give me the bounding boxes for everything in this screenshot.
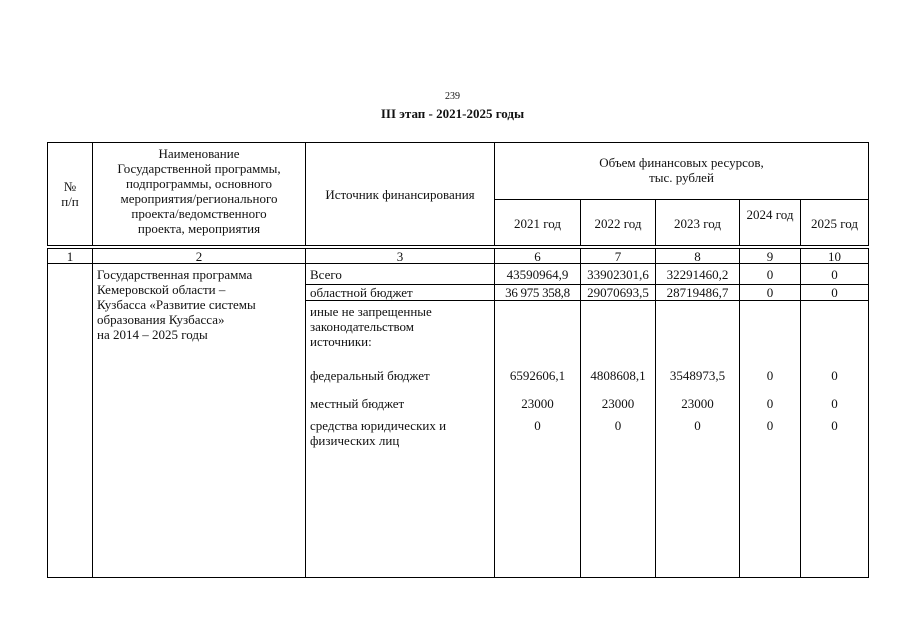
header-num: № п/п: [61, 179, 79, 209]
source-other: иные не запрещенные законодательством источники:: [310, 304, 432, 349]
value-cell: 29070693,5: [587, 285, 649, 300]
value-cell: 6592606,1: [509, 368, 566, 383]
value-cell: 4808608,1: [590, 368, 646, 383]
program-name: Государственная программа Кемеровской области – Кузбасса «Развитие системы образования Кузбасса» на 2014 – 2025 годы: [97, 267, 256, 342]
value-cell: 0: [766, 418, 774, 433]
value-cell: 0: [694, 418, 701, 433]
header-year-2021: 2021 год: [514, 216, 561, 231]
source-total: Всего: [310, 267, 342, 282]
header-year-2023: 2023 год: [674, 216, 721, 231]
source-legal-entities: средства юридических и физических лиц: [310, 418, 447, 448]
value-cell: 23000: [681, 396, 714, 411]
value-cell: 3548973,5: [669, 368, 726, 383]
header-year-2025: 2025 год: [811, 216, 858, 231]
value-cell: 32291460,2: [666, 267, 729, 282]
value-cell: 0: [831, 368, 838, 383]
value-cell: 0: [831, 267, 838, 282]
col-number: 7: [614, 249, 622, 264]
header-name: Наименование Государственной программы, подпрограммы, основного мероприятия/регионального проекта/ведомственного проекта, мероприятия: [117, 146, 281, 236]
col-number: 3: [396, 249, 404, 264]
value-cell: 0: [614, 418, 622, 433]
col-number: 9: [766, 249, 774, 264]
col-number: 8: [694, 249, 701, 264]
value-cell: 0: [766, 267, 774, 282]
value-cell: 0: [766, 396, 774, 411]
value-cell: 0: [766, 368, 774, 383]
source-federal: федеральный бюджет: [310, 368, 430, 383]
source-local: местный бюджет: [310, 396, 405, 411]
value-cell: 0: [831, 285, 838, 300]
value-cell: 23000: [601, 396, 635, 411]
value-cell: 43590964,9: [506, 267, 569, 282]
page-number: 239: [445, 91, 460, 102]
value-cell: 0: [831, 418, 838, 433]
value-cell: 0: [766, 285, 774, 300]
header-year-2022: 2022 год: [594, 216, 642, 231]
source-regional: областной бюджет: [310, 285, 413, 300]
value-cell: 0: [831, 396, 838, 411]
header-year-2024: 2024 год: [746, 207, 794, 222]
value-cell: 0: [534, 418, 541, 433]
value-cell: 23000: [521, 396, 554, 411]
col-number: 1: [66, 249, 74, 264]
value-cell: 33902301,6: [587, 267, 649, 282]
col-number: 10: [828, 249, 841, 264]
col-number: 2: [195, 249, 203, 264]
header-source: Источник финансирования: [325, 187, 475, 202]
col-number: 6: [534, 249, 541, 264]
value-cell: 36 975 358,8: [505, 285, 570, 300]
page-title: III этап - 2021-2025 годы: [380, 106, 525, 121]
header-volume: Объем финансовых ресурсов, тыс. рублей: [599, 155, 764, 185]
value-cell: 28719486,7: [666, 285, 729, 300]
